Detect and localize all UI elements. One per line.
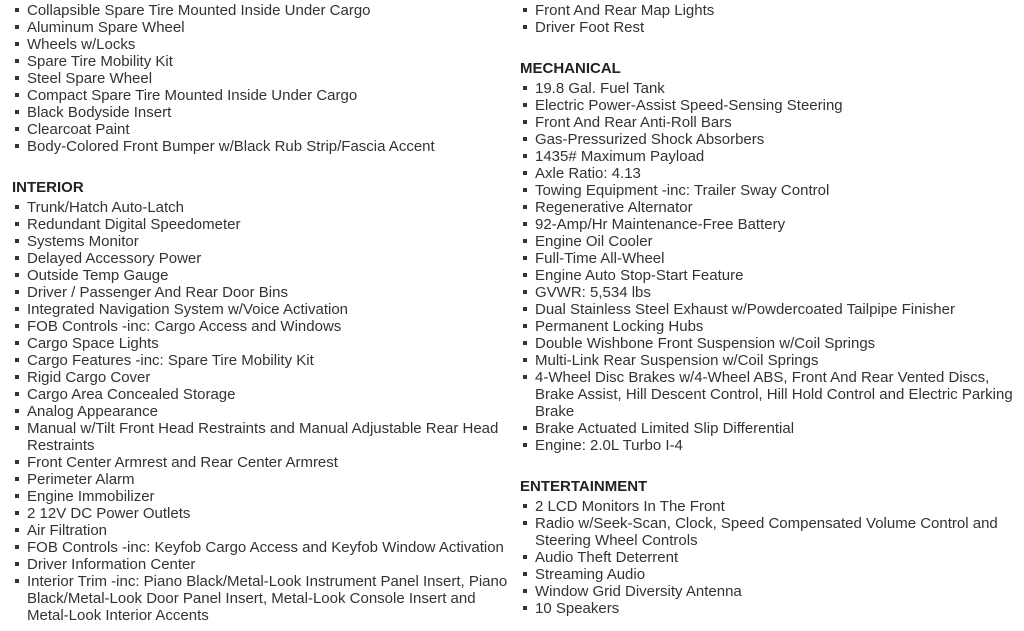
feature-text: Radio w/Seek-Scan, Clock, Speed Compensated Volume Control and Steering Wheel Controls (535, 515, 998, 549)
bullet-icon (523, 188, 527, 192)
feature-text: Front Center Armrest and Rear Center Armrest (27, 454, 338, 471)
feature-text: Rigid Cargo Cover (27, 369, 151, 386)
feature-text: GVWR: 5,534 lbs (535, 284, 651, 301)
feature-item (12, 420, 512, 454)
feature-item (12, 70, 512, 87)
feature-text: Delayed Accessory Power (27, 250, 202, 267)
feature-item (520, 318, 1014, 335)
bullet-icon (15, 127, 19, 131)
exterior-feature-list (12, 2, 512, 155)
bullet-icon (523, 358, 527, 362)
feature-item (12, 488, 512, 505)
feature-text: Front And Rear Anti-Roll Bars (535, 114, 732, 131)
section-exterior-continued (12, 2, 512, 155)
feature-text: Dual Stainless Steel Exhaust w/Powdercoated Tailpipe Finisher (535, 301, 955, 318)
feature-item (520, 583, 1014, 600)
entertainment-feature-list (520, 498, 1014, 617)
bullet-icon (15, 273, 19, 277)
bullet-icon (15, 375, 19, 379)
feature-item (520, 515, 1014, 549)
feature-text: Front And Rear Map Lights (535, 2, 715, 19)
feature-item (520, 437, 1014, 454)
feature-item (520, 114, 1014, 131)
feature-item (12, 301, 512, 318)
feature-text: Streaming Audio (535, 566, 646, 583)
bullet-icon (15, 222, 19, 226)
feature-text: Driver / Passenger And Rear Door Bins (27, 284, 288, 301)
feature-item (520, 216, 1014, 233)
feature-item (520, 301, 1014, 318)
bullet-icon (15, 76, 19, 80)
feature-item (520, 131, 1014, 148)
bullet-icon (15, 290, 19, 294)
feature-text: Axle Ratio: 4.13 (535, 165, 641, 182)
feature-text: Cargo Area Concealed Storage (27, 386, 236, 403)
bullet-icon (15, 256, 19, 260)
feature-text: 2 LCD Monitors In The Front (535, 498, 725, 515)
feature-item (12, 318, 512, 335)
section-title-entertainment: ENTERTAINMENT (520, 478, 648, 495)
bullet-icon (15, 110, 19, 114)
bullet-icon (15, 307, 19, 311)
feature-item (12, 216, 512, 233)
feature-text: 1435# Maximum Payload (535, 148, 705, 165)
section-interior-continued (520, 2, 1014, 36)
bullet-icon (15, 545, 19, 549)
feature-item (12, 233, 512, 250)
feature-text: Engine Auto Stop-Start Feature (535, 267, 744, 284)
bullet-icon (15, 562, 19, 566)
feature-item (12, 352, 512, 369)
feature-item (520, 420, 1014, 437)
bullet-icon (523, 273, 527, 277)
feature-text: 19.8 Gal. Fuel Tank (535, 80, 665, 97)
interior-feature-list (12, 199, 512, 624)
bullet-icon (523, 521, 527, 525)
feature-text: Engine Oil Cooler (535, 233, 653, 250)
feature-item (12, 19, 512, 36)
bullet-icon (15, 42, 19, 46)
feature-item (520, 80, 1014, 97)
feature-text: Collapsible Spare Tire Mounted Inside Under Cargo (27, 2, 371, 19)
feature-text: Interior Trim -inc: Piano Black/Metal-Look Instrument Panel Insert, Piano Black/Metal-Look Door Panel Insert, Metal-Look Console Insert and Metal-Look Interior Accents (27, 573, 508, 624)
feature-item (520, 267, 1014, 284)
feature-text: 4-Wheel Disc Brakes w/4-Wheel ABS, Front And Rear Vented Discs, Brake Assist, Hill Descent Control, Hill Hold Control and Electric Parking Brake (535, 369, 1013, 420)
bullet-icon (523, 426, 527, 430)
bullet-icon (523, 504, 527, 508)
feature-item (520, 549, 1014, 566)
section-entertainment (520, 478, 1014, 617)
bullet-icon (523, 154, 527, 158)
feature-text: Compact Spare Tire Mounted Inside Under Cargo (27, 87, 358, 104)
feature-item (12, 471, 512, 488)
mechanical-feature-list (520, 80, 1014, 454)
bullet-icon (15, 579, 19, 583)
feature-text: Manual w/Tilt Front Head Restraints and Manual Adjustable Rear Head Restraints (27, 420, 499, 454)
feature-item (12, 104, 512, 121)
feature-item (520, 566, 1014, 583)
bullet-icon (523, 324, 527, 328)
feature-item (12, 335, 512, 352)
bullet-icon (523, 606, 527, 610)
feature-item (12, 87, 512, 104)
bullet-icon (15, 25, 19, 29)
feature-text: Air Filtration (27, 522, 108, 539)
feature-item (12, 403, 512, 420)
bullet-icon (15, 239, 19, 243)
bullet-icon (523, 375, 527, 379)
feature-text: Multi-Link Rear Suspension w/Coil Springs (535, 352, 819, 369)
feature-item (12, 573, 512, 624)
bullet-icon (15, 494, 19, 498)
bullet-icon (15, 460, 19, 464)
features-column-right (520, 2, 1014, 617)
feature-item (520, 600, 1014, 617)
feature-item (12, 556, 512, 573)
section-title-mechanical: MECHANICAL (520, 60, 621, 77)
feature-text: Body-Colored Front Bumper w/Black Rub Strip/Fascia Accent (27, 138, 435, 155)
feature-item (520, 182, 1014, 199)
feature-item (12, 369, 512, 386)
feature-item (12, 250, 512, 267)
feature-item (520, 148, 1014, 165)
feature-text: Permanent Locking Hubs (535, 318, 704, 335)
feature-text: Brake Actuated Limited Slip Differential (535, 420, 795, 437)
feature-item (520, 19, 1014, 36)
features-column-left (12, 2, 512, 624)
feature-text: Gas-Pressurized Shock Absorbers (535, 131, 765, 148)
section-interior (12, 179, 512, 624)
feature-text: Electric Power-Assist Speed-Sensing Steering (535, 97, 843, 114)
feature-item (12, 199, 512, 216)
bullet-icon (523, 120, 527, 124)
feature-item (12, 2, 512, 19)
feature-item (12, 386, 512, 403)
bullet-icon (523, 307, 527, 311)
feature-text: Redundant Digital Speedometer (27, 216, 241, 233)
bullet-icon (523, 25, 527, 29)
feature-item (520, 250, 1014, 267)
feature-text: Outside Temp Gauge (27, 267, 169, 284)
feature-text: Integrated Navigation System w/Voice Activation (27, 301, 349, 318)
feature-item (12, 505, 512, 522)
bullet-icon (523, 8, 527, 12)
feature-text: Perimeter Alarm (27, 471, 135, 488)
feature-text: Clearcoat Paint (27, 121, 130, 138)
feature-text: Cargo Space Lights (27, 335, 159, 352)
bullet-icon (523, 555, 527, 559)
feature-item (520, 233, 1014, 250)
feature-text: Trunk/Hatch Auto-Latch (27, 199, 185, 216)
feature-item (12, 36, 512, 53)
feature-item (520, 369, 1014, 420)
bullet-icon (15, 477, 19, 481)
bullet-icon (15, 144, 19, 148)
feature-text: Audio Theft Deterrent (535, 549, 679, 566)
bullet-icon (15, 8, 19, 12)
feature-item (520, 165, 1014, 182)
feature-item (520, 335, 1014, 352)
bullet-icon (523, 103, 527, 107)
feature-item (12, 454, 512, 471)
feature-text: FOB Controls -inc: Keyfob Cargo Access and Keyfob Window Activation (27, 539, 504, 556)
bullet-icon (523, 341, 527, 345)
feature-text: Steel Spare Wheel (27, 70, 153, 87)
feature-text: 10 Speakers (535, 600, 620, 617)
feature-text: Full-Time All-Wheel (535, 250, 665, 267)
section-title-interior: INTERIOR (12, 179, 84, 196)
bullet-icon (523, 171, 527, 175)
feature-text: 2 12V DC Power Outlets (27, 505, 191, 522)
feature-item (12, 121, 512, 138)
bullet-icon (523, 137, 527, 141)
bullet-icon (15, 392, 19, 396)
feature-text: Aluminum Spare Wheel (27, 19, 185, 36)
bullet-icon (15, 511, 19, 515)
bullet-icon (15, 93, 19, 97)
feature-item (12, 267, 512, 284)
feature-text: Double Wishbone Front Suspension w/Coil Springs (535, 335, 876, 352)
feature-text: Black Bodyside Insert (27, 104, 172, 121)
feature-text: Spare Tire Mobility Kit (27, 53, 173, 70)
feature-item (520, 498, 1014, 515)
feature-text: Regenerative Alternator (535, 199, 693, 216)
bullet-icon (15, 324, 19, 328)
feature-item (12, 522, 512, 539)
feature-item (520, 97, 1014, 114)
feature-text: Driver Information Center (27, 556, 196, 573)
bullet-icon (15, 358, 19, 362)
feature-item (12, 53, 512, 70)
feature-item (520, 2, 1014, 19)
feature-item (520, 352, 1014, 369)
bullet-icon (523, 256, 527, 260)
feature-text: Towing Equipment -inc: Trailer Sway Control (535, 182, 830, 199)
feature-text: FOB Controls -inc: Cargo Access and Windows (27, 318, 342, 335)
bullet-icon (523, 589, 527, 593)
feature-text: Analog Appearance (27, 403, 158, 420)
bullet-icon (15, 341, 19, 345)
bullet-icon (15, 205, 19, 209)
bullet-icon (15, 426, 19, 430)
feature-item (520, 199, 1014, 216)
bullet-icon (523, 222, 527, 226)
bullet-icon (523, 572, 527, 576)
bullet-icon (523, 290, 527, 294)
bullet-icon (523, 443, 527, 447)
bullet-icon (15, 409, 19, 413)
feature-text: Engine: 2.0L Turbo I-4 (535, 437, 683, 454)
feature-text: Window Grid Diversity Antenna (535, 583, 742, 600)
interior-continued-feature-list (520, 2, 1014, 36)
feature-text: Systems Monitor (27, 233, 139, 250)
bullet-icon (15, 528, 19, 532)
feature-item (12, 138, 512, 155)
section-mechanical (520, 60, 1014, 454)
feature-text: Cargo Features -inc: Spare Tire Mobility Kit (27, 352, 314, 369)
feature-item (12, 284, 512, 301)
feature-text: Engine Immobilizer (27, 488, 155, 505)
feature-item (12, 539, 512, 556)
bullet-icon (523, 205, 527, 209)
bullet-icon (523, 86, 527, 90)
feature-text: 92-Amp/Hr Maintenance-Free Battery (535, 216, 786, 233)
feature-text: Driver Foot Rest (535, 19, 645, 36)
feature-text: Wheels w/Locks (27, 36, 136, 53)
feature-item (520, 284, 1014, 301)
bullet-icon (523, 239, 527, 243)
bullet-icon (15, 59, 19, 63)
